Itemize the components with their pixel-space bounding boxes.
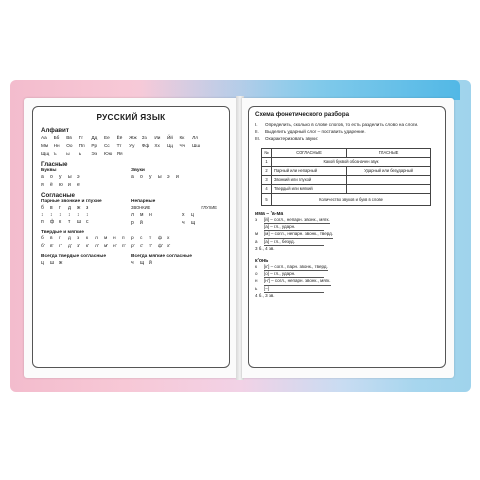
analysis-line bbox=[255, 278, 439, 285]
table-cell: Ударный или безударный bbox=[347, 166, 431, 175]
unpaired-voiceless-row bbox=[182, 219, 221, 227]
example-word: к'онь bbox=[255, 257, 269, 264]
letter: з bbox=[86, 205, 89, 211]
letter: Аа bbox=[41, 135, 47, 140]
paired-voiceless-row bbox=[41, 218, 131, 226]
letter: Кк bbox=[179, 135, 185, 140]
always-soft-row bbox=[131, 259, 221, 267]
analysis-text: [о] – гл., ударн. bbox=[264, 271, 324, 278]
table-cell: 5 bbox=[262, 193, 272, 205]
table-cell: Парный или непарный bbox=[272, 166, 347, 175]
step-number: II. bbox=[255, 129, 259, 135]
voiceless-label: ГЛУХИЕ bbox=[201, 205, 217, 210]
scheme-step bbox=[255, 129, 439, 135]
letter: Пп bbox=[78, 143, 85, 148]
soft-consonants-row bbox=[41, 243, 221, 251]
letter: Яя bbox=[116, 151, 123, 156]
letter: Йй bbox=[166, 135, 173, 140]
letter: ю bbox=[59, 182, 63, 188]
table-row bbox=[262, 175, 431, 184]
letter: н bbox=[113, 236, 116, 241]
letter: г' bbox=[59, 244, 62, 249]
analysis-letter: а bbox=[255, 238, 258, 244]
paired-voiced-row bbox=[41, 204, 131, 212]
letter: т bbox=[149, 236, 152, 241]
analysis-total: 4 б., 3 зв. bbox=[255, 293, 275, 299]
letter: с' bbox=[140, 244, 144, 249]
always-hard-block bbox=[41, 254, 131, 267]
letter: Уу bbox=[129, 143, 135, 148]
analysis-text: [а] – гл., безуд. bbox=[264, 239, 324, 246]
letter: з' bbox=[77, 244, 81, 249]
step-number: III. bbox=[255, 136, 261, 142]
letter: у bbox=[59, 174, 62, 180]
letter: х bbox=[167, 236, 170, 241]
analysis-text: [к'] – согл., парн. звонк., тверд. bbox=[264, 264, 328, 271]
table-header: СОГЛАСНЫЕ bbox=[272, 148, 347, 157]
analysis-text: [н'] – согл., непарн. звонк., мягк. bbox=[264, 278, 331, 285]
analysis-line bbox=[255, 217, 439, 224]
table-cell: Какой буквой обозначен звук bbox=[272, 157, 431, 166]
letter: о bbox=[140, 174, 143, 180]
letter: Чч bbox=[179, 143, 186, 148]
table-row bbox=[262, 166, 431, 175]
table-row bbox=[262, 157, 431, 166]
table-cell: 1 bbox=[262, 157, 272, 166]
always-soft-block bbox=[131, 254, 221, 267]
letter: г bbox=[59, 205, 61, 211]
letter: ц bbox=[41, 260, 44, 266]
letter: с bbox=[140, 236, 143, 241]
letter: ф' bbox=[158, 244, 163, 249]
analysis-line bbox=[255, 286, 439, 293]
letter: Зз bbox=[141, 135, 147, 140]
letter: ъ bbox=[53, 151, 57, 156]
table-cell: Твердый или мягкий bbox=[272, 184, 347, 193]
letter: ш bbox=[50, 260, 55, 266]
letter: м bbox=[104, 236, 108, 241]
letter: щ bbox=[140, 260, 145, 266]
letter: н bbox=[149, 212, 152, 218]
unpaired-voiceless-row bbox=[182, 211, 221, 219]
vowel-letters-row bbox=[41, 173, 131, 181]
analysis-text: [м] – согл., непарн. звонк., тверд. bbox=[264, 231, 333, 238]
letter: т' bbox=[149, 244, 153, 249]
analysis-letter: о bbox=[255, 271, 258, 277]
letter: ф bbox=[158, 236, 162, 241]
letter: р bbox=[131, 236, 134, 241]
step-text: Охарактеризовать звуки: bbox=[265, 136, 319, 142]
letter: й bbox=[149, 260, 152, 266]
unpaired-columns bbox=[131, 211, 221, 227]
letter: м' bbox=[104, 244, 109, 249]
consonants-heading: Согласные bbox=[41, 192, 75, 199]
letter: ж bbox=[77, 205, 81, 211]
letter: л bbox=[131, 212, 134, 218]
analysis-letter: ь bbox=[255, 285, 258, 291]
letter: л bbox=[95, 236, 98, 241]
letter: Бб bbox=[53, 135, 60, 140]
letter: э bbox=[167, 174, 170, 180]
letter: з bbox=[77, 236, 80, 241]
letter: н' bbox=[113, 244, 117, 249]
left-page bbox=[24, 98, 238, 378]
analysis-text: [–] bbox=[264, 286, 324, 293]
always-section bbox=[41, 254, 221, 267]
hard-soft-heading: Твердые и мягкие bbox=[41, 230, 84, 235]
letter: л' bbox=[95, 244, 99, 249]
letter: с bbox=[86, 219, 89, 225]
analysis-text: [а] – гл., ударн. bbox=[264, 224, 324, 231]
letter: Жж bbox=[129, 135, 137, 140]
up-down-arrow-icon: ↕ bbox=[68, 212, 71, 218]
letter: Нн bbox=[53, 143, 60, 148]
letter: Ээ bbox=[91, 151, 98, 156]
analysis-line bbox=[255, 264, 439, 271]
letter: т bbox=[68, 219, 71, 225]
right-page bbox=[242, 98, 454, 378]
analysis-letter: м bbox=[255, 231, 259, 237]
step-number: I. bbox=[255, 122, 258, 127]
table-row bbox=[262, 193, 431, 205]
letter: е bbox=[77, 182, 80, 188]
consonants-section bbox=[41, 199, 221, 227]
voiced-label: ЗВОНКИЕ bbox=[131, 205, 151, 210]
cover-edge bbox=[140, 80, 460, 100]
letter: ф bbox=[50, 219, 55, 225]
table-cell: 4 bbox=[262, 184, 272, 193]
letter: в' bbox=[50, 244, 54, 249]
letter: у bbox=[149, 174, 152, 180]
letter: д bbox=[68, 205, 71, 211]
unpaired-voiceless-col bbox=[170, 211, 221, 227]
letter: г bbox=[59, 236, 61, 241]
up-down-arrow-icon: ↕ bbox=[41, 212, 44, 218]
alphabet-row bbox=[41, 150, 221, 158]
letter: в bbox=[50, 236, 53, 241]
letter: ш bbox=[77, 219, 82, 225]
letter: в bbox=[50, 205, 53, 211]
analysis-letter: з bbox=[255, 216, 258, 222]
russian-reference-panel bbox=[32, 106, 230, 368]
scheme-step bbox=[255, 122, 439, 128]
up-down-arrow-icon: ↕ bbox=[77, 212, 80, 218]
letter: щ bbox=[191, 220, 196, 226]
letter: х bbox=[182, 212, 185, 218]
letter: а bbox=[131, 174, 134, 180]
letter: б bbox=[41, 236, 44, 241]
table-header-row bbox=[262, 148, 431, 157]
letter: Тт bbox=[116, 143, 122, 148]
letter: я bbox=[41, 182, 44, 188]
unpaired-voiced-row bbox=[131, 211, 170, 219]
analysis-total: 3 б., 4 зв. bbox=[255, 246, 275, 252]
table-cell bbox=[347, 184, 431, 193]
letter: Шш bbox=[192, 143, 201, 148]
up-down-arrow-icon: ↕ bbox=[59, 212, 62, 218]
analysis-line bbox=[255, 239, 439, 246]
letter: Ее bbox=[103, 135, 110, 140]
letter: ы bbox=[158, 174, 162, 180]
phonetic-scheme-panel bbox=[248, 106, 446, 368]
unpaired-label: Непарные bbox=[131, 199, 156, 204]
letter: Щщ bbox=[41, 151, 50, 156]
letter: п' bbox=[122, 244, 126, 249]
letter: ы bbox=[68, 174, 72, 180]
letter: к bbox=[86, 236, 89, 241]
scheme-step bbox=[255, 136, 439, 142]
letter: ч bbox=[182, 220, 185, 226]
letter: Гг bbox=[78, 135, 84, 140]
analysis-line bbox=[255, 231, 439, 238]
sounds-label: Звуки bbox=[131, 168, 145, 173]
letter: ж bbox=[59, 260, 63, 266]
table-cell: Звонкий или глухой bbox=[272, 175, 347, 184]
analysis-line bbox=[255, 224, 439, 231]
vowels-section bbox=[41, 168, 221, 189]
letter: ы bbox=[66, 151, 70, 156]
step-text: Выделить ударный слог – поставить ударение. bbox=[265, 129, 366, 135]
table-cell: 3 bbox=[262, 175, 272, 184]
table-cell: 2 bbox=[262, 166, 272, 175]
scheme-title: Схема фонетического разбора bbox=[255, 111, 350, 118]
example-word: има – 'а-ма bbox=[255, 210, 284, 217]
letter: й bbox=[140, 220, 143, 226]
letter: Оо bbox=[66, 143, 73, 148]
letter: к' bbox=[86, 244, 90, 249]
letter: ё bbox=[50, 182, 53, 188]
alphabet-row bbox=[41, 142, 221, 150]
letter: б bbox=[41, 205, 44, 211]
letter: р' bbox=[131, 244, 135, 249]
letter: Дд bbox=[91, 135, 98, 140]
vowel-sounds-row bbox=[131, 173, 221, 181]
letter: и bbox=[176, 174, 179, 180]
analysis-text: [й] – согл., непарн. звонк., мягк. bbox=[264, 217, 330, 224]
letter: Ии bbox=[154, 135, 161, 140]
paired-block bbox=[41, 199, 131, 227]
letter: п bbox=[122, 236, 125, 241]
example-analysis-1 bbox=[255, 211, 439, 253]
hard-consonants-row bbox=[41, 235, 221, 243]
vowels-heading: Гласные bbox=[41, 161, 68, 168]
letter: д bbox=[68, 236, 71, 241]
letter: ц bbox=[191, 212, 194, 218]
analysis-line bbox=[255, 271, 439, 278]
letter: э bbox=[77, 174, 80, 180]
up-down-arrow-icon: ↕ bbox=[50, 212, 53, 218]
letter: Юю bbox=[103, 151, 113, 156]
letter: ь bbox=[78, 151, 82, 156]
step-text: Определить, сколько в слове слогов, то есть разделить слово на слоги. bbox=[265, 122, 419, 127]
voiced-voiceless-labels bbox=[131, 204, 221, 211]
page-title: РУССКИЙ ЯЗЫК bbox=[96, 113, 166, 122]
table-header: № bbox=[262, 148, 272, 157]
analysis-letter bbox=[255, 224, 264, 231]
letter: ч bbox=[131, 260, 134, 266]
alphabet-row bbox=[41, 134, 221, 142]
paired-label: Парные звонкие и глухие bbox=[41, 199, 102, 204]
table-cell bbox=[347, 175, 431, 184]
table-header: ГЛАСНЫЕ bbox=[347, 148, 431, 157]
example-analysis-2 bbox=[255, 258, 439, 300]
letter: Цц bbox=[166, 143, 174, 148]
letter: п bbox=[41, 219, 44, 225]
sound-characteristics-table bbox=[261, 148, 431, 206]
letters-label: Буквы bbox=[41, 168, 57, 173]
table-row bbox=[262, 184, 431, 193]
vowel-letters-row bbox=[41, 181, 131, 189]
letter: м bbox=[140, 212, 144, 218]
letter: Мм bbox=[41, 143, 49, 148]
analysis-letter: к bbox=[255, 263, 257, 269]
letter: Лл bbox=[192, 135, 198, 140]
always-soft-label: Всегда мягкие согласные bbox=[131, 254, 192, 259]
letter: Хх bbox=[154, 143, 160, 148]
letter: Ёё bbox=[116, 135, 123, 140]
table-cell: Количество звуков и букв в слове bbox=[272, 193, 431, 205]
unpaired-block bbox=[131, 199, 221, 227]
letter: к bbox=[59, 219, 62, 225]
analysis-letter: н bbox=[255, 278, 258, 284]
letter: и bbox=[68, 182, 71, 188]
letter: о bbox=[50, 174, 53, 180]
letter: Сс bbox=[103, 143, 110, 148]
letter: х' bbox=[167, 244, 171, 249]
letter: Рр bbox=[91, 143, 98, 148]
alphabet-heading: Алфавит bbox=[41, 127, 69, 134]
unpaired-voiced-col bbox=[131, 211, 170, 227]
up-down-arrow-icon: ↕ bbox=[86, 212, 89, 218]
letter: Фф bbox=[141, 143, 150, 148]
letter: а bbox=[41, 174, 44, 180]
always-hard-row bbox=[41, 259, 131, 267]
letter: д' bbox=[68, 244, 72, 249]
vowel-sounds-block bbox=[131, 168, 221, 189]
letter: б' bbox=[41, 244, 45, 249]
letter: р bbox=[131, 220, 134, 226]
unpaired-voiced-row bbox=[131, 219, 170, 227]
letter: Вв bbox=[66, 135, 72, 140]
vowel-letters-block bbox=[41, 168, 131, 189]
always-hard-label: Всегда твердые согласные bbox=[41, 254, 107, 259]
